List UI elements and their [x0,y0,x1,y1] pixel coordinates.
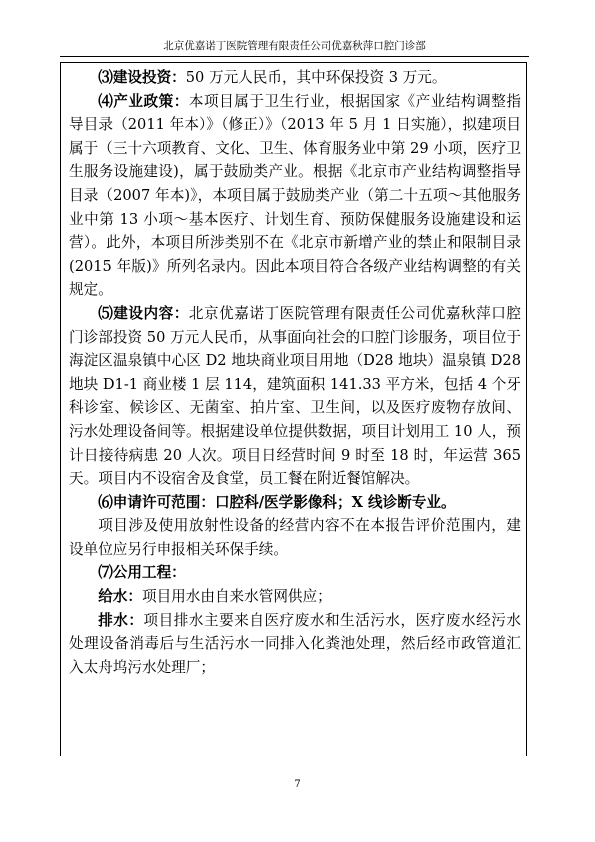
drain-paragraph [69,609,521,680]
radiation-note-text: 项目涉及使用放射性设备的经营内容不在本报告评价范围内，建设单位应另行申报相关环保手续。 [69,517,521,558]
construction-paragraph [69,302,521,491]
page-number: 7 [294,779,301,790]
license-text: ⑹申请许可范围：口腔科/医学影像科；X 线诊断专业。 [98,493,456,511]
water-paragraph [69,585,521,609]
radiation-note-paragraph [69,514,521,561]
water-label: 给水： [98,588,142,606]
drain-text: 项目排水主要来自医疗废水和生活污水，医疗废水经污水处理设备消毒后与生活污水一同排入化粪池处理，然后经市政管道汇入太舟坞污水处理厂； [69,611,521,676]
construction-text: 北京优嘉诺丁医院管理有限责任公司优嘉秋萍口腔门诊部投资 50 万元人民币，从事面向社会的口腔门诊服务，项目位于海淀区温泉镇中心区 D2 地块商业项目用地（D28 地块）温泉镇 D28 地块 D1-1 商业楼 1 层 114，建筑面积 141.33 平方米，包括 4 个牙科诊室、候诊区、无菌室、拍片室、卫生间，以及医疗废物存放间、污水处理设备间等。根据建设单位提供数据，项目计划用工 10 人，预计日接待病患 20 人次。项目日经营时间 9 时至 18 时，年运营 365 天。项目内不设宿舍及食堂，员工餐在附近餐馆解决。 [69,304,521,488]
page-header: 北京优嘉诺丁医院管理有限责任公司优嘉秋萍口腔门诊部 [163,40,426,52]
policy-text: 本项目属于卫生行业，根据国家《产业结构调整指导目录（2011 年本）》（修正）》（2013 年 5 月 1 日实施），拟建项目属于（三十六项教育、文化、卫生、体育服务业中第 29 小项，医疗卫生服务设施建设)，属于鼓励类产业。根据《北京市产业结构调整指导目录（2007 年本)》，本项目属于鼓励类产业（第二十五项～其他服务业中第 13 小项～基本医疗、计划生育、预防保健服务设施建设和运营）。此外，本项目所涉类别不在《北京市新增产业的禁止和限制目录(2015 年版)》所列名录内。因此本项目符合各级产业结构调整的有关规定。 [69,92,521,299]
investment-text: 50 万元人民币，其中环保投资 3 万元。 [185,69,447,86]
header-rule [60,56,529,57]
construction-label: ⑸建设内容： [98,304,189,322]
utilities-heading [69,561,521,585]
water-text: 项目用水由自来水管网供应； [141,588,332,606]
license-paragraph [69,491,521,515]
policy-label: ⑷产业政策： [98,92,189,110]
drain-label: 排水： [98,611,144,629]
investment-label: ⑶建设投资： [98,69,186,86]
policy-paragraph [69,90,521,302]
utilities-label: ⑺公用工程： [98,564,186,582]
document-body [69,66,521,679]
investment-paragraph [69,66,521,90]
